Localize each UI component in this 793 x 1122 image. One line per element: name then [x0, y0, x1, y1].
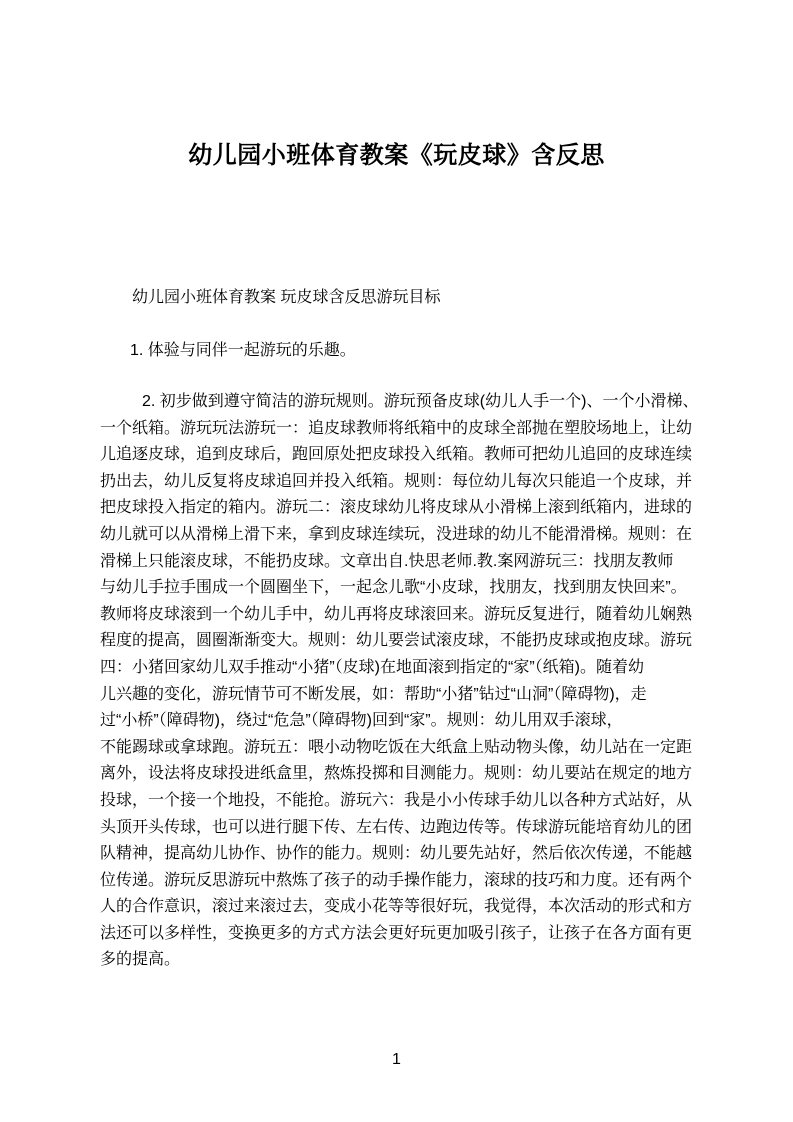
body-line: 2. 初步做到遵守简洁的游玩规则。游玩预备皮球(幼儿人手一个)、一个小滑梯、 — [142, 393, 699, 410]
body-paragraph — [100, 389, 714, 974]
body-line: 四：小猪回家幼儿双手推动“小猪”（皮球)在地面滚到指定的“家”（纸箱)。随着幼 — [100, 658, 644, 676]
body-line: 扔出去，幼儿反复将皮球追回并投入纸箱。规则：每位幼儿每次只能追一个皮球，并 — [100, 472, 693, 490]
body-line: 法还可以多样性，变换更多的方式方法会更好玩更加吸引孩子，让孩子在各方面有更 — [100, 924, 693, 942]
body-line: 投球，一个接一个地投，不能抢。游玩六：我是小小传球手幼儿以各种方式站好，从 — [100, 791, 693, 809]
body-line: 与幼儿手拉手围成一个圆圈坐下，一起念儿歌“小皮球，找朋友，找到朋友快回来”。 — [100, 579, 687, 597]
body-line: 一个纸箱。游玩玩法游玩一：追皮球教师将纸箱中的皮球全部抛在塑胶场地上，让幼 — [100, 419, 693, 437]
body-line: 离外，设法将皮球投进纸盒里，熬炼投掷和目测能力。规则：幼儿要站在规定的地方 — [100, 765, 693, 783]
body-line: 儿兴趣的变化，游玩情节可不断发展，如：帮助“小猪”钻过“山洞”（障碍物)，走 — [100, 685, 647, 703]
body-line: 儿追逐皮球，追到皮球后，跑回原处把皮球投入纸箱。教师可把幼儿追回的皮球连续 — [100, 446, 693, 464]
body-line: 把皮球投入指定的箱内。游玩二：滚皮球幼儿将皮球从小滑梯上滚到纸箱内，进球的 — [100, 499, 693, 517]
meta-line: 幼儿园小班体育教案 玩皮球含反思游玩目标 — [132, 289, 441, 306]
body-line: 多的提高。 — [100, 951, 181, 969]
document-title: 幼儿园小班体育教案《玩皮球》含反思 — [188, 142, 605, 169]
body-line: 头顶开头传球，也可以进行腿下传、左右传、边跑边传等。传球游玩能培育幼儿的团 — [100, 818, 693, 836]
body-line: 滑梯上只能滚皮球，不能扔皮球。文章出自.快思老师.教.案网游玩三：找朋友教师 — [100, 552, 674, 570]
body-line: 队精神，提高幼儿协作、协作的能力。规则：幼儿要先站好，然后依次传递，不能越 — [100, 845, 693, 863]
body-line: 不能踢球或拿球跑。游玩五：喂小动物吃饭在大纸盒上贴动物头像，幼儿站在一定距 — [100, 738, 693, 756]
page-number: 1 — [392, 1051, 401, 1068]
body-line: 教师将皮球滚到一个幼儿手中，幼儿再将皮球滚回来。游玩反复进行，随着幼儿娴熟 — [100, 605, 693, 623]
goal-item-1: 1. 体验与同伴一起游玩的乐趣。 — [130, 342, 356, 359]
body-line: 程度的提高，圆圈渐渐变大。规则：幼儿要尝试滚皮球，不能扔皮球或抱皮球。游玩 — [100, 632, 693, 650]
body-line: 人的合作意识，滚过来滚过去，变成小花等等很好玩，我觉得，本次活动的形式和方 — [100, 898, 693, 916]
body-line: 幼儿就可以从滑梯上滑下来，拿到皮球连续玩，没进球的幼儿不能滑滑梯。规则：在 — [100, 525, 693, 543]
body-line: 过“小桥”（障碍物)，绕过“危急”（障碍物)回到“家”。规则：幼儿用双手滚球， — [100, 712, 623, 730]
body-line: 位传递。游玩反思游玩中熬炼了孩子的动手操作能力，滚球的技巧和力度。还有两个 — [100, 871, 693, 889]
